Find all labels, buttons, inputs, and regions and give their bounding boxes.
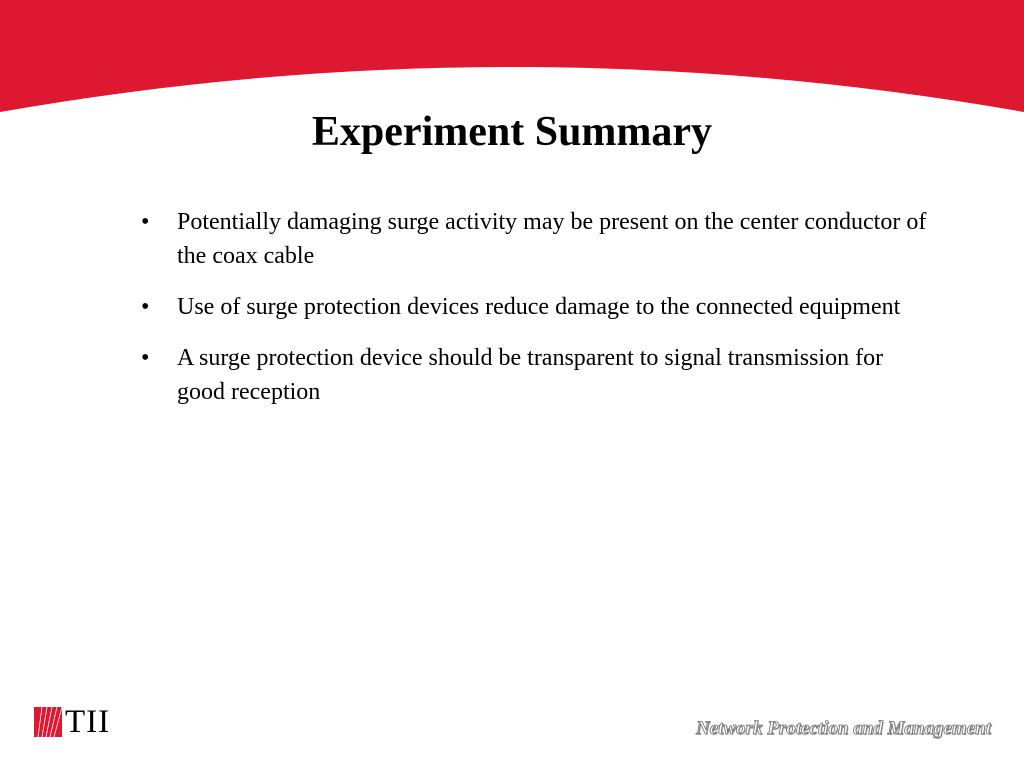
slide-title: Experiment Summary: [311, 109, 713, 155]
bullet-text: Use of surge protection devices reduce damage to the connected equipment: [177, 294, 901, 320]
bullet-text: A surge protection device should be transparent to signal transmission for good reception: [177, 345, 884, 405]
bullet-dot-icon: •: [141, 345, 150, 371]
bullet-item: [136, 341, 936, 409]
bullet-text: Potentially damaging surge activity may be present on the center conductor of the coax cable: [177, 209, 927, 269]
top-red-banner: [0, 0, 1024, 120]
logo-text: TII: [65, 704, 111, 740]
logo-mark-icon: [34, 707, 62, 737]
bullet-item: [136, 290, 936, 324]
bullet-dot-icon: •: [141, 209, 150, 235]
bullet-item: [136, 205, 936, 273]
bullet-dot-icon: •: [141, 294, 150, 320]
footer-tagline: Network Protection and Management: [695, 718, 991, 739]
company-logo: [34, 704, 110, 740]
bullet-list: [136, 205, 936, 426]
